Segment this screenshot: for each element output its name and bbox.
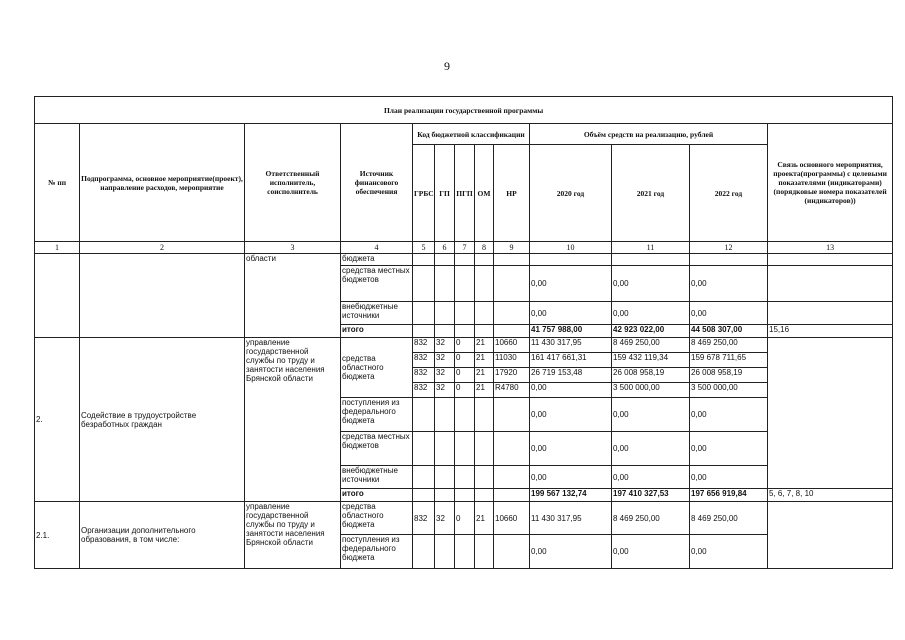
header-source: Источник финансового обеспечения — [341, 124, 413, 242]
page-number: 9 — [444, 59, 450, 73]
cell-2021: 8 469 250,00 — [612, 338, 690, 353]
cell-2022: 0,00 — [690, 466, 768, 489]
cell-pgp: 0 — [455, 368, 475, 383]
cell-num — [35, 254, 80, 338]
cell-source: бюджета — [341, 254, 413, 266]
cell-2021: 0,00 — [612, 432, 690, 466]
col-number: 13 — [768, 242, 893, 254]
cell-pgp: 0 — [455, 502, 475, 535]
cell-2021-total: 197 410 327,53 — [612, 489, 690, 502]
cell-2020: 26 719 153,48 — [530, 368, 612, 383]
col-number: 10 — [530, 242, 612, 254]
col-number: 3 — [245, 242, 341, 254]
cell-2021 — [612, 254, 690, 266]
cell-2022: 0,00 — [690, 535, 768, 569]
cell-source: средства местных бюджетов — [341, 432, 413, 466]
cell-om: 21 — [475, 353, 494, 368]
cell-nr: 10660 — [494, 338, 530, 353]
cell-om: 21 — [475, 383, 494, 398]
header-funds: Объём средств на реализацию, рублей — [530, 124, 768, 145]
cell-nr: 11030 — [494, 353, 530, 368]
cell-2020: 0,00 — [530, 398, 612, 432]
cell-2022: 8 469 250,00 — [690, 502, 768, 535]
plan-table — [34, 96, 893, 569]
cell-nr: 10660 — [494, 502, 530, 535]
cell-2022: 0,00 — [690, 398, 768, 432]
cell-source-total: итого — [341, 489, 413, 502]
cell-source: поступления из федерального бюджета — [341, 535, 413, 569]
cell-2020: 0,00 — [530, 466, 612, 489]
cell-link — [768, 338, 893, 489]
header-executor: Ответственный исполнитель, соисполнитель — [245, 124, 341, 242]
col-number: 4 — [341, 242, 413, 254]
cell-link — [768, 502, 893, 569]
cell-num: 2.1. — [35, 502, 80, 569]
cell-2022: 3 500 000,00 — [690, 383, 768, 398]
header-2020: 2020 год — [530, 145, 612, 242]
cell-2021: 159 432 119,34 — [612, 353, 690, 368]
cell-2020-total: 199 567 132,74 — [530, 489, 612, 502]
header-pgp: ПГП — [455, 145, 475, 242]
col-number: 12 — [690, 242, 768, 254]
cell-2021: 0,00 — [612, 302, 690, 325]
cell-2022 — [690, 254, 768, 266]
cell-2021: 8 469 250,00 — [612, 502, 690, 535]
header-grbs: ГРБС — [413, 145, 435, 242]
cell-2021: 0,00 — [612, 398, 690, 432]
cell-2020: 0,00 — [530, 535, 612, 569]
cell-2021: 26 008 958,19 — [612, 368, 690, 383]
cell-subprogram — [80, 254, 245, 338]
cell-2022-total: 44 508 307,00 — [690, 325, 768, 338]
cell-source: внебюджетные источники — [341, 302, 413, 325]
cell-gp: 32 — [435, 338, 455, 353]
cell-2020: 161 417 661,31 — [530, 353, 612, 368]
cell-pgp: 0 — [455, 338, 475, 353]
cell-gp: 32 — [435, 353, 455, 368]
cell-nr: 17920 — [494, 368, 530, 383]
cell-2020: 11 430 317,95 — [530, 502, 612, 535]
cell-subprogram: Организации дополнительного образования, в том числе: — [80, 502, 245, 569]
cell-nr: R4780 — [494, 383, 530, 398]
cell-om: 21 — [475, 502, 494, 535]
cell-link: 15,16 — [768, 325, 893, 338]
header-num: № пп — [35, 124, 80, 242]
cell-num: 2. — [35, 338, 80, 502]
cell-grbs: 832 — [413, 502, 435, 535]
cell-pgp: 0 — [455, 383, 475, 398]
header-2021: 2021 год — [612, 145, 690, 242]
cell-source: средства местных бюджетов — [341, 266, 413, 302]
cell-om: 21 — [475, 368, 494, 383]
cell-gp: 32 — [435, 502, 455, 535]
cell-2020: 0,00 — [530, 302, 612, 325]
cell-pgp: 0 — [455, 353, 475, 368]
cell-2022: 0,00 — [690, 266, 768, 302]
cell-link — [768, 266, 893, 302]
cell-2020: 11 430 317,95 — [530, 338, 612, 353]
col-number: 1 — [35, 242, 80, 254]
header-budget-code: Код бюджетной классификации — [413, 124, 530, 145]
cell-2020: 0,00 — [530, 383, 612, 398]
cell-grbs: 832 — [413, 338, 435, 353]
cell-2021: 0,00 — [612, 266, 690, 302]
cell-gp: 32 — [435, 383, 455, 398]
cell-grbs: 832 — [413, 383, 435, 398]
cell-2021-total: 42 923 022,00 — [612, 325, 690, 338]
cell-executor: управление государственной службы по труду и занятости населения Брянской области — [245, 338, 341, 502]
cell-executor: управление государственной службы по труду и занятости населения Брянской области — [245, 502, 341, 569]
col-number: 11 — [612, 242, 690, 254]
cell-2021: 3 500 000,00 — [612, 383, 690, 398]
cell-grbs: 832 — [413, 353, 435, 368]
cell-2022: 159 678 711,65 — [690, 353, 768, 368]
cell-source-total: итого — [341, 325, 413, 338]
header-om: ОМ — [475, 145, 494, 242]
cell-link — [768, 254, 893, 266]
col-number: 5 — [413, 242, 435, 254]
cell-2022: 0,00 — [690, 432, 768, 466]
cell-gp: 32 — [435, 368, 455, 383]
cell-source: внебюджетные источники — [341, 466, 413, 489]
col-number: 2 — [80, 242, 245, 254]
cell-2020: 0,00 — [530, 432, 612, 466]
cell-om: 21 — [475, 338, 494, 353]
cell-executor: области — [245, 254, 341, 338]
header-gp: ГП — [435, 145, 455, 242]
table-title: План реализации государственной программы — [35, 97, 893, 124]
cell-2020 — [530, 254, 612, 266]
cell-link: 5, 6, 7, 8, 10 — [768, 489, 893, 502]
header-nr: НР — [494, 145, 530, 242]
cell-2020-total: 41 757 988,00 — [530, 325, 612, 338]
col-number: 6 — [435, 242, 455, 254]
cell-grbs: 832 — [413, 368, 435, 383]
cell-2022: 8 469 250,00 — [690, 338, 768, 353]
cell-2022: 26 008 958,19 — [690, 368, 768, 383]
cell-source: средства областного бюджета — [341, 338, 413, 398]
col-number: 9 — [494, 242, 530, 254]
cell-source: средства областного бюджета — [341, 502, 413, 535]
col-number: 8 — [475, 242, 494, 254]
cell-link — [768, 302, 893, 325]
col-number: 7 — [455, 242, 475, 254]
cell-2020: 0,00 — [530, 266, 612, 302]
header-subprogram: Подпрограмма, основное мероприятие(проект), направление расходов, мероприятие — [80, 124, 245, 242]
cell-subprogram: Содействие в трудоустройстве безработных граждан — [80, 338, 245, 502]
cell-2021: 0,00 — [612, 466, 690, 489]
header-link: Связь основного мероприятия, проекта(программы) с целевыми показателями (индикаторами) (порядковые номера показателей (индикаторов)) — [768, 124, 893, 242]
header-2022: 2022 год — [690, 145, 768, 242]
cell-2022-total: 197 656 919,84 — [690, 489, 768, 502]
cell-source: поступления из федерального бюджета — [341, 398, 413, 432]
cell-2021: 0,00 — [612, 535, 690, 569]
cell-2022: 0,00 — [690, 302, 768, 325]
